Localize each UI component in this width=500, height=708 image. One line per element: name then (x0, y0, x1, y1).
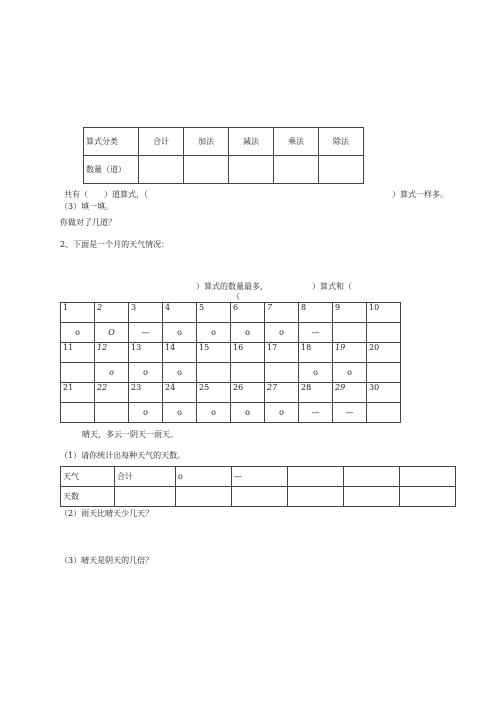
weather-symbol: — (299, 323, 333, 343)
answer-cell[interactable] (176, 487, 232, 507)
day-cell: 30 (367, 383, 401, 403)
weather-symbol: — (333, 403, 367, 423)
weather-symbol (61, 403, 95, 423)
table-header-cell: 减法 (229, 128, 274, 156)
table-header-cell: 算式分类 (84, 128, 139, 156)
question-fill-in: （3）填一填。 (60, 202, 114, 211)
calendar-day-row (61, 343, 401, 363)
weather-symbol (367, 323, 401, 343)
calendar-day-row (61, 303, 401, 323)
table-row (61, 487, 456, 507)
table-cell: — (232, 467, 288, 487)
weather-symbol: o (265, 323, 299, 343)
day-cell: 10 (367, 303, 401, 323)
question-2-heading: 2、下面是一个月的天气情况： (60, 240, 170, 249)
day-cell: 5 (197, 303, 231, 323)
question-line-same: ）算式一样多。 (392, 190, 448, 199)
answer-cell[interactable] (229, 156, 274, 184)
weather-symbol: o (197, 403, 231, 423)
day-cell: 29 (333, 383, 367, 403)
weather-symbol: — (129, 323, 163, 343)
weather-symbol: o (333, 363, 367, 383)
weather-legend: 晴天，多云一阴天一雨天。 (82, 430, 178, 439)
weather-symbol (367, 363, 401, 383)
weather-symbol: — (299, 403, 333, 423)
table-header-cell: 除法 (319, 128, 364, 156)
table-header-row (84, 128, 364, 156)
weather-symbol (95, 403, 129, 423)
weather-symbol (197, 363, 231, 383)
question-2-1: （1）请你统计出每种天气的天数。 (60, 451, 186, 460)
day-cell: 7 (265, 303, 299, 323)
weather-symbol: o (129, 403, 163, 423)
day-cell: 18 (299, 343, 333, 363)
weather-symbol: o (95, 363, 129, 383)
weather-symbol (333, 323, 367, 343)
day-cell: 11 (61, 343, 95, 363)
answer-cell[interactable] (115, 487, 176, 507)
day-cell: 2 (95, 303, 129, 323)
day-cell: 26 (231, 383, 265, 403)
scattered-text-most: ）算式的数量最多， (196, 282, 268, 291)
day-cell: 27 (265, 383, 299, 403)
question-line-total: 共有（ ）道算式，（ (64, 190, 148, 199)
calendar-day-row (61, 383, 401, 403)
day-cell: 12 (95, 343, 129, 363)
answer-cell[interactable] (184, 156, 229, 184)
day-cell: 14 (163, 343, 197, 363)
table-header-cell: 合计 (139, 128, 184, 156)
day-cell: 4 (163, 303, 197, 323)
day-cell: 23 (129, 383, 163, 403)
day-cell: 3 (129, 303, 163, 323)
weather-symbol: o (61, 323, 95, 343)
weather-symbol: o (231, 403, 265, 423)
weather-symbol (61, 363, 95, 383)
day-cell: 15 (197, 343, 231, 363)
row-label: 数量（道） (84, 156, 139, 184)
day-cell: 9 (333, 303, 367, 323)
day-cell: 17 (265, 343, 299, 363)
question-2-2: （2）雨天比晴天少几天？ (60, 509, 154, 518)
table-cell: 合计 (115, 467, 176, 487)
weather-symbol: o (231, 323, 265, 343)
weather-symbol: o (129, 363, 163, 383)
calendar-symbol-row (61, 403, 401, 423)
day-cell: 16 (231, 343, 265, 363)
weather-symbol: o (197, 323, 231, 343)
day-cell: 21 (61, 383, 95, 403)
answer-cell[interactable] (232, 487, 288, 507)
weather-symbol: o (163, 323, 197, 343)
row-label: 天气 (61, 467, 115, 487)
scattered-text-paren: （ (232, 292, 240, 301)
weather-symbol (265, 363, 299, 383)
table-row (84, 156, 364, 184)
weather-symbol: o (163, 403, 197, 423)
equation-category-table (83, 127, 364, 184)
question-how-many-correct: 你做对了几道？ (60, 218, 116, 227)
day-cell: 28 (299, 383, 333, 403)
scattered-text-and: ）算式和（ (312, 282, 352, 291)
answer-cell[interactable] (288, 487, 344, 507)
weather-symbol: O (95, 323, 129, 343)
answer-cell[interactable] (139, 156, 184, 184)
table-header-cell: 加法 (184, 128, 229, 156)
day-cell: 13 (129, 343, 163, 363)
table-row (61, 467, 456, 487)
row-label: 天数 (61, 487, 115, 507)
day-cell: 1 (61, 303, 95, 323)
table-header-cell: 乘法 (274, 128, 319, 156)
weather-calendar (60, 302, 401, 423)
calendar-symbol-row (61, 363, 401, 383)
day-cell: 19 (333, 343, 367, 363)
calendar-symbol-row (61, 323, 401, 343)
table-cell: o (176, 467, 232, 487)
day-cell: 6 (231, 303, 265, 323)
question-2-3: （3）晴天是阴天的几倍？ (60, 556, 154, 565)
weather-symbol (231, 363, 265, 383)
day-cell: 8 (299, 303, 333, 323)
day-cell: 24 (163, 383, 197, 403)
weather-stat-table (60, 466, 456, 507)
weather-symbol: o (265, 403, 299, 423)
weather-symbol (367, 403, 401, 423)
day-cell: 25 (197, 383, 231, 403)
answer-cell[interactable] (344, 487, 400, 507)
answer-cell[interactable] (274, 156, 319, 184)
table-cell (400, 467, 456, 487)
answer-cell[interactable] (319, 156, 364, 184)
weather-symbol: o (299, 363, 333, 383)
table-cell (344, 467, 400, 487)
day-cell: 20 (367, 343, 401, 363)
day-cell: 22 (95, 383, 129, 403)
answer-cell[interactable] (400, 487, 456, 507)
weather-symbol: o (163, 363, 197, 383)
table-cell (288, 467, 344, 487)
